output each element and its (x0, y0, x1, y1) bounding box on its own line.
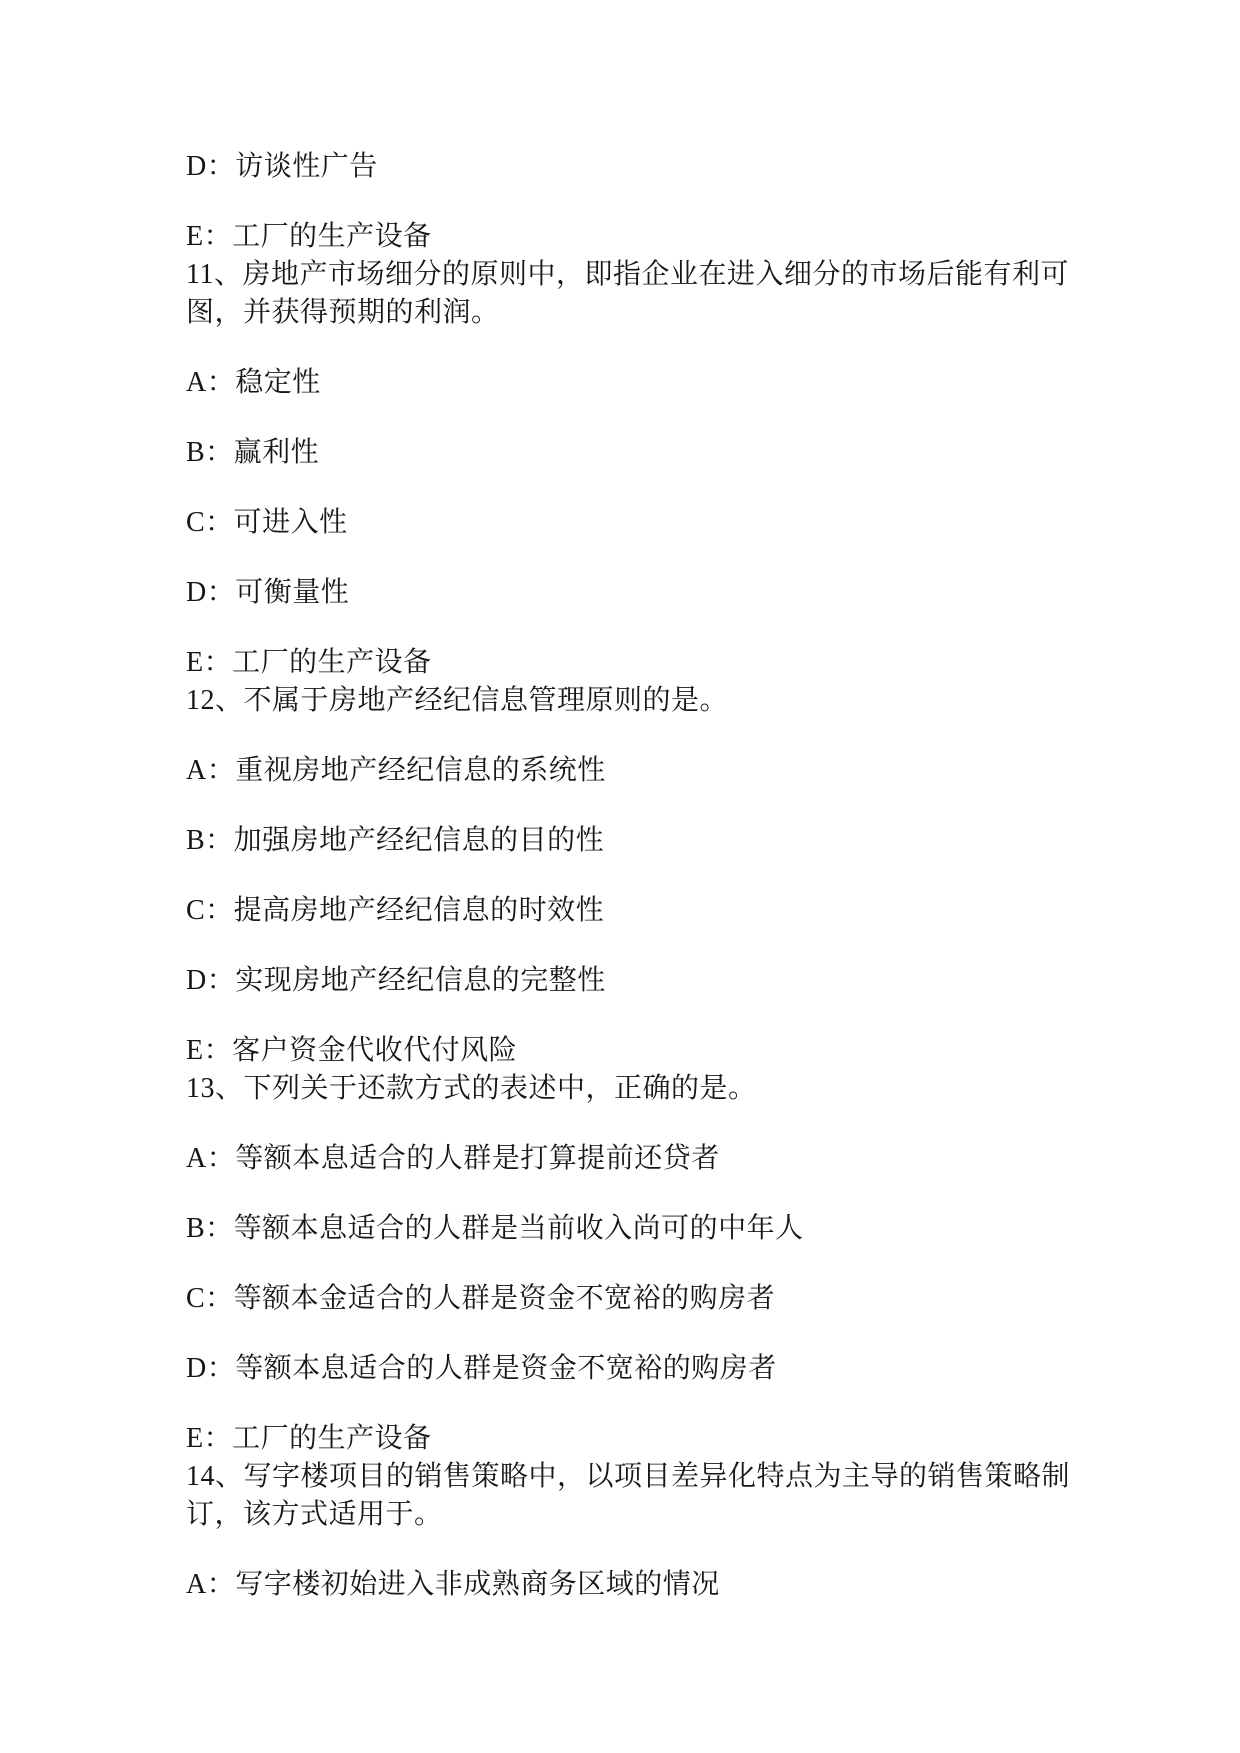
text-line: 订，该方式适用于。 (186, 1499, 443, 1530)
text-line: C：提高房地产经纪信息的时效性 (186, 895, 605, 926)
text-line: A：等额本息适合的人群是打算提前还贷者 (186, 1143, 720, 1174)
text-line: D：实现房地产经纪信息的完整性 (186, 965, 606, 996)
text-line: 13、下列关于还款方式的表述中，正确的是。 (186, 1073, 757, 1104)
text-line: C：等额本金适合的人群是资金不宽裕的购房者 (186, 1283, 776, 1314)
document-text-body (186, 148, 1090, 1604)
text-line: 14、写字楼项目的销售策略中，以项目差异化特点为主导的销售策略制 (186, 1461, 1071, 1492)
text-line: 图，并获得预期的利润。 (186, 297, 500, 328)
text-line: A：稳定性 (186, 367, 321, 398)
text-line: A：写字楼初始进入非成熟商务区域的情况 (186, 1569, 720, 1600)
text-line: C：可进入性 (186, 507, 348, 538)
text-line: B：加强房地产经纪信息的目的性 (186, 825, 605, 856)
text-line: D：访谈性广告 (186, 151, 378, 182)
text-line: D：等额本息适合的人群是资金不宽裕的购房者 (186, 1353, 777, 1384)
text-line: E：工厂的生产设备 (186, 647, 432, 678)
text-line: B：等额本息适合的人群是当前收入尚可的中年人 (186, 1213, 804, 1244)
text-line: 12、不属于房地产经纪信息管理原则的是。 (186, 685, 729, 716)
text-line: D：可衡量性 (186, 577, 350, 608)
text-line: E：工厂的生产设备 (186, 1423, 432, 1454)
text-line: 11、房地产市场细分的原则中，即指企业在进入细分的市场后能有利可 (186, 259, 1069, 290)
text-line: E：客户资金代收代付风险 (186, 1035, 518, 1066)
text-line: A：重视房地产经纪信息的系统性 (186, 755, 606, 786)
text-line: B：赢利性 (186, 437, 320, 468)
text-line: E：工厂的生产设备 (186, 221, 432, 252)
